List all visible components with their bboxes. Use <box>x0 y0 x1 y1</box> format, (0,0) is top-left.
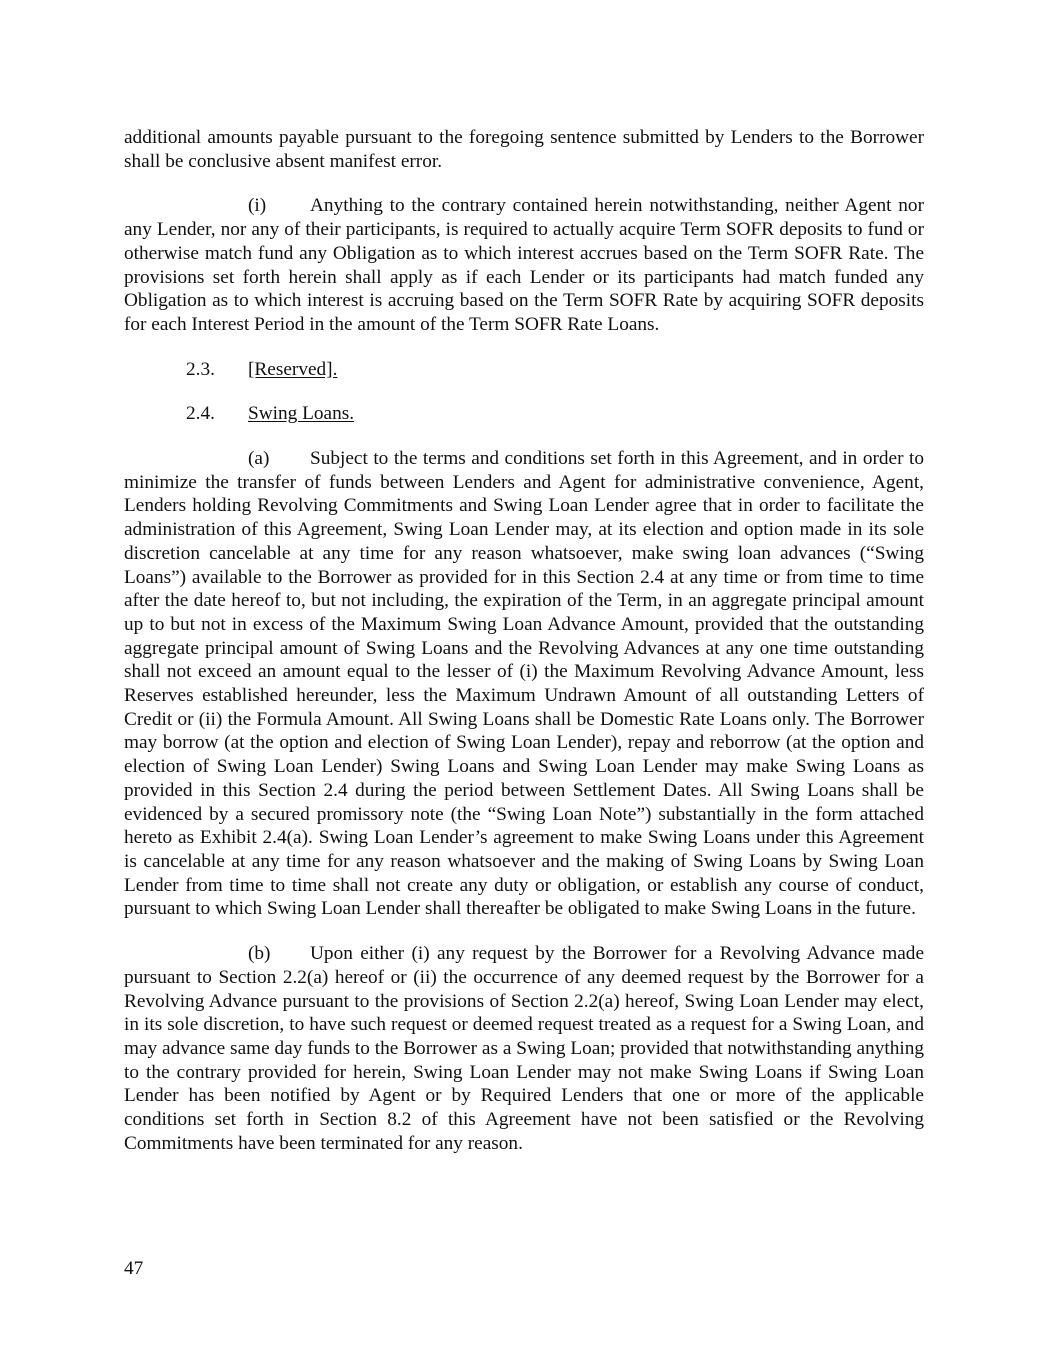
page-number: 47 <box>124 1258 144 1279</box>
paragraph-spacer <box>124 337 924 358</box>
paragraph-spacer <box>124 921 924 942</box>
clause-i-paragraph <box>124 194 924 336</box>
section-2-4-number: 2.4. <box>186 403 215 425</box>
clause-a-label: (a) <box>248 448 270 470</box>
document-page <box>124 126 924 1155</box>
clause-b-text: Upon either (i) any request by the Borrower for a Revolving Advance made pursuant to Section 2.2(a) hereof or (ii) the occurrence of any deemed request by the Borrower for a Revolving Advance pursuant to the provisions of Section 2.2(a) hereof, Swing Loan Lender may elect, in its sole discretion, to have such request or deemed request treated as a request for a Swing Loan, and may advance same day funds to the Borrower as a Swing Loan; provided that notwithstanding anything to the contrary provided for herein, Swing Loan Lender may not make Swing Loans if Swing Loan Lender has been notified by Agent or by Required Lenders that one or more of the applicable conditions set forth in Section 8.2 of this Agreement have not been satisfied or the Revolving Commitments have been terminated for any reason. <box>124 943 924 1154</box>
paragraph-spacer <box>124 381 924 402</box>
continuation-paragraph: additional amounts payable pursuant to the foregoing sentence submitted by Lenders to the Borrower shall be conclusive absent manifest error. <box>124 127 924 172</box>
clause-b-paragraph <box>124 942 924 1155</box>
section-2-4-heading <box>124 402 924 426</box>
paragraph-spacer <box>124 426 924 447</box>
clause-a-text: Subject to the terms and conditions set forth in this Agreement, and in order to minimize the transfer of funds between Lenders and Agent for administrative convenience, Agent, Lenders holding Revolving Commitments and Swing Loan Lender agree that in order to facilitate the administration of this Agreement, Swing Loan Lender may, at its election and option made in its sole discretion cancelable at any time for any reason whatsoever, make swing loan advances (“Swing Loans”) available to the Borrower as provided for in this Section 2.4 at any time or from time to time after the date hereof to, but not including, the expiration of the Term, in an aggregate principal amount up to but not in excess of the Maximum Swing Loan Advance Amount, provided that the outstanding aggregate principal amount of Swing Loans and the Revolving Advances at any one time outstanding shall not exceed an amount equal to the lesser of (i) the Maximum Revolving Advance Amount, less Reserves established hereunder, less the Maximum Undrawn Amount of all outstanding Letters of Credit or (ii) the Formula Amount. All Swing Loans shall be Domestic Rate Loans only. The Borrower may borrow (at the option and election of Swing Loan Lender), repay and reborrow (at the option and election of Swing Loan Lender) Swing Loans and Swing Loan Lender may make Swing Loans as provided in this Section 2.4 during the period between Settlement Dates. All Swing Loans shall be evidenced by a secured promissory note (the “Swing Loan Note”) substantially in the form attached hereto as Exhibit 2.4(a). Swing Loan Lender’s agreement to make Swing Loans under this Agreement is cancelable at any time for any reason whatsoever and the making of Swing Loans by Swing Loan Lender from time to time shall not create any duty or obligation, or establish any course of conduct, pursuant to which Swing Loan Lender shall thereafter be obligated to make Swing Loans in the future. <box>124 448 924 920</box>
section-2-3-heading <box>124 358 924 382</box>
clause-i-label: (i) <box>248 195 267 217</box>
clause-a-paragraph <box>124 447 924 921</box>
clause-b-label: (b) <box>248 943 271 965</box>
section-2-3-number: 2.3. <box>186 358 215 380</box>
clause-i-text: Anything to the contrary contained herein notwithstanding, neither Agent nor any Lender, nor any of their participants, is required to actually acquire Term SOFR deposits to fund or otherwise match fund any Obligation as to which interest accrues based on the Term SOFR Rate. The provisions set forth herein shall apply as if each Lender or its participants had match funded any Obligation as to which interest is accruing based on the Term SOFR Rate by acquiring SOFR deposits for each Interest Period in the amount of the Term SOFR Rate Loans. <box>124 195 924 335</box>
section-2-4-title: Swing Loans. <box>248 403 355 425</box>
paragraph-spacer <box>124 173 924 194</box>
section-2-3-title: [Reserved]. <box>248 358 338 380</box>
